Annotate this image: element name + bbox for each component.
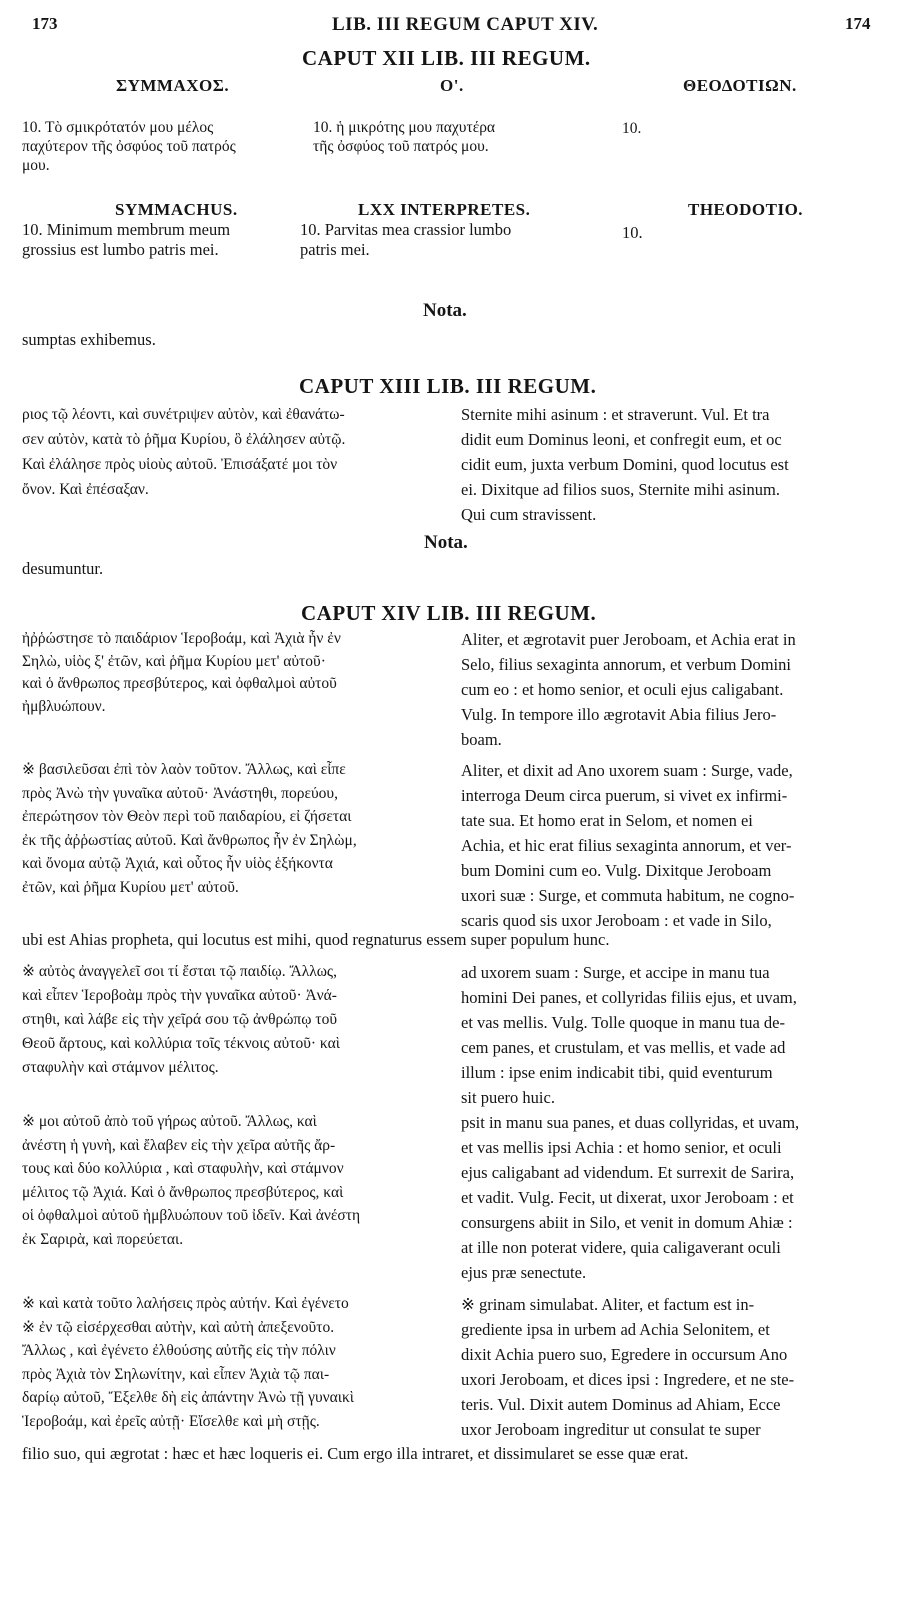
caput-13-nota-text: desumuntur. bbox=[22, 559, 104, 578]
caput-14-full-width-line-1: ubi est Ahias propheta, qui locutus est mihi, quod regnaturus essem super populum hunc. bbox=[22, 930, 610, 949]
theodotion-latin-text: 10. bbox=[622, 223, 643, 242]
lxx-greek-text: 10. ἡ μικρότης μου παχυτέρα τῆς ὀσφύος τοῦ πατρός μου. bbox=[313, 119, 496, 155]
caput-14-full-width-line-2: filio suo, qui ægrotat : hæc et hæc loqueris ei. Cum ergo illa intraret, et dissimularet se esse quæ erat. bbox=[22, 1444, 689, 1463]
caput-12-title: CAPUT XII LIB. III REGUM. bbox=[302, 46, 591, 70]
column-head-symmachus-latin: SYMMACHUS. bbox=[115, 200, 238, 219]
caput-14-block-2-greek: ※ βασιλεῦσαι ἐπὶ τὸν λαὸν τοῦτον. Ἄλλως, καὶ εἶπε πρὸς Ἀνὼ τὴν γυναῖκα αὐτοῦ· Ἀνάστηθι, πορεύου, ἐπερώτησον τὸν Θεὸν περὶ τοῦ παιδαρίου, εἰ ζήσεται ἐκ τῆς ἀῤῥωστίας αὐτοῦ. Καὶ ἄνθρωπος ἦν ἐν Σηλὼμ, καὶ ὄνομα αὐτῷ Ἀχιά, καὶ οὗτος ἦν υἱὸς ἑξήκοντα ἐτῶν, καὶ ῥῆμα Κυρίου μετ' αὐτοῦ. bbox=[22, 761, 357, 896]
caput-14-block-1-greek: ἠῤῥώστησε τὸ παιδάριον Ἱεροβοάμ, καὶ Ἀχιὰ ἦν ἐν Σηλὼ, υἱὸς ξ' ἐτῶν, καὶ ῥῆμα Κυρίου μετ' αὐτοῦ· καὶ ὁ ἄνθρωπος πρεσβύτερος, καὶ ὀφθαλμοὶ αὐτοῦ ἠμβλυώπουν. bbox=[22, 630, 341, 715]
lxx-latin-text: 10. Parvitas mea crassior lumbo patris mei. bbox=[300, 220, 512, 259]
caput-12-nota-text: sumptas exhibemus. bbox=[22, 330, 156, 349]
caput-13-latin-text: Sternite mihi asinum : et straverunt. Vul. Et tra didit eum Dominus leoni, et confregit eum, et oc cidit eum, juxta verbum Domini, quod locutus est ei. Dixitque ad filios suos, Sternite mihi asinum. Qui cum stravissent. bbox=[461, 405, 789, 524]
caput-13-greek-text: ριος τῷ λέοντι, καὶ συνέτριψεν αὐτὸν, καὶ ἐθανάτω- σεν αὐτὸν, κατὰ τὸ ῥῆμα Κυρίου, ὃ ἐλάλησεν αὐτῷ. Καὶ ἐλάλησε πρὸς υἱοὺς αὐτοῦ. Ἐπισάξατέ μοι τὸν ὄνον. Καὶ ἐπέσαξαν. bbox=[22, 406, 346, 498]
column-head-theodotion-greek: ΘΕΟΔΟΤΙΩΝ. bbox=[683, 76, 797, 95]
caput-14-block-4-latin: psit in manu sua panes, et duas collyridas, et uvam, et vas mellis ipsi Achia : et homo senior, et oculi ejus caligabant ad videndum. Et surrexit de Sarira, et vadit. Vulg. Fecit, ut dixerat, uxor Jeroboam : et consurgens abiit in Silo, et venit in domum Ahiæ : at ille non poterat videre, quia caligaverant oculi ejus præ senectute. bbox=[461, 1113, 800, 1282]
caput-14-block-2-latin: Aliter, et dixit ad Ano uxorem suam : Surge, vade, interroga Deum circa puerum, si vivet ex infirmi- tate sua. Et homo erat in Selom, et nomen ei Achia, et hic erat filius sexaginta annorum, et ver- bum Domini cum eo. Vulg. Dixitque Jeroboam uxori suæ : Surge, et commuta habitum, ne cogno- scaris quod sis uxor Jeroboam : et vade in Silo, bbox=[461, 761, 795, 930]
caput-14-block-4-greek: ※ μοι αὐτοῦ ἀπὸ τοῦ γήρως αὐτοῦ. Ἄλλως, καὶ ἀνέστη ἡ γυνὴ, καὶ ἔλαβεν εἰς τὴν χεῖρα αὐτῆς ἄρ- τους καὶ δύο κολλύρια , καὶ σταφυλὴν, καὶ στάμνον μέλιτος τῷ Ἀχιά. Καὶ ὁ ἄνθρωπος πρεσβύτερος, καὶ οἱ ὀφθαλμοὶ αὐτοῦ ἠμβλυώπουν τοῦ ἰδεῖν. Καὶ ἀνέστη ἐκ Σαριρὰ, καὶ πορεύεται. bbox=[22, 1113, 361, 1248]
caput-14-block-1-latin: Aliter, et ægrotavit puer Jeroboam, et Achia erat in Selo, filius sexaginta annorum, et verbum Domini cum eo : et homo senior, et oculi ejus caligabant. Vulg. In tempore illo ægrotavit Abia filius Jero- boam. bbox=[461, 630, 796, 749]
symmachus-greek-text: 10. Τὸ σμικρότατόν μου μέλος παχύτερον τῆς ὀσφύος τοῦ πατρός μου. bbox=[22, 119, 236, 174]
caput-13-title: CAPUT XIII LIB. III REGUM. bbox=[299, 374, 597, 398]
caput-12-nota-heading: Nota. bbox=[423, 300, 467, 321]
column-head-lxx-greek: Ο'. bbox=[440, 76, 464, 95]
caput-14-block-5-latin: ※ grinam simulabat. Aliter, et factum est in- grediente ipsa in urbem ad Achia Selonitem, et dixit Achia puero suo, Egredere in occursum Ano uxori Jeroboam, et dices ipsi : Ingredere, et ne ste- teris. Vul. Dixit autem Dominus ad Ahiam, Ecce uxor Jeroboam ingreditur ut consulat te super bbox=[461, 1295, 795, 1439]
caput-13-nota-heading: Nota. bbox=[424, 532, 468, 553]
theodotion-greek-text: 10. bbox=[622, 120, 642, 137]
symmachus-latin-text: 10. Minimum membrum meum grossius est lumbo patris mei. bbox=[22, 220, 231, 259]
caput-14-block-5-greek: ※ καὶ κατὰ τοῦτο λαλήσεις πρὸς αὐτήν. Καὶ ἐγένετο ※ ἐν τῷ εἰσέρχεσθαι αὐτὴν, καὶ αὐτὴ ἀπεξενοῦτο. Ἄλλως , καὶ ἐγένετο ἐλθούσης αὐτῆς εἰς τὴν πόλιν πρὸς Ἀχιὰ τὸν Σηλωνίτην, καὶ εἶπεν Ἀχιὰ τῷ παι- δαρίῳ αὐτοῦ, Ἔξελθε δὴ εἰς ἀπάντην Ἀνὼ τῇ γυναικὶ Ἱεροβοάμ, καὶ ἐρεῖς αὐτῇ· Εἴσελθε καὶ μὴ στῇς. bbox=[22, 1295, 354, 1430]
page-number-left: 173 bbox=[32, 14, 58, 33]
caput-14-block-3-greek: ※ αὐτὸς ἀναγγελεῖ σοι τί ἔσται τῷ παιδίῳ. Ἄλλως, καὶ εἶπεν Ἱεροβοὰμ πρὸς τὴν γυναῖκα αὐτοῦ· Ἀνά- στηθι, καὶ λάβε εἰς τὴν χεῖρά σου τῷ ἀνθρώπῳ τοῦ Θεοῦ ἄρτους, καὶ κολλύρια τοῖς τέκνοις αὐτοῦ· καὶ σταφυλὴν καὶ στάμνον μέλιτος. bbox=[22, 963, 340, 1076]
column-head-theodotion-latin: THEODOTIO. bbox=[688, 200, 804, 219]
column-head-symmachus-greek: ΣΥΜΜΑΧΟΣ. bbox=[116, 76, 230, 95]
caput-14-block-3-latin: ad uxorem suam : Surge, et accipe in manu tua homini Dei panes, et collyridas filiis ejus, et uvam, et vas mellis. Vulg. Tolle quoque in manu tua de- cem panes, et crustulam, et vas mellis, et vade ad illum : ipse enim indicabit tibi, quid eventurum sit puero huic. bbox=[461, 963, 797, 1107]
page-number-right: 174 bbox=[845, 14, 871, 33]
caput-14-title: CAPUT XIV LIB. III REGUM. bbox=[301, 601, 597, 625]
column-head-lxx-latin: LXX INTERPRETES. bbox=[358, 200, 531, 219]
running-title: LIB. III REGUM CAPUT XIV. bbox=[332, 14, 599, 35]
